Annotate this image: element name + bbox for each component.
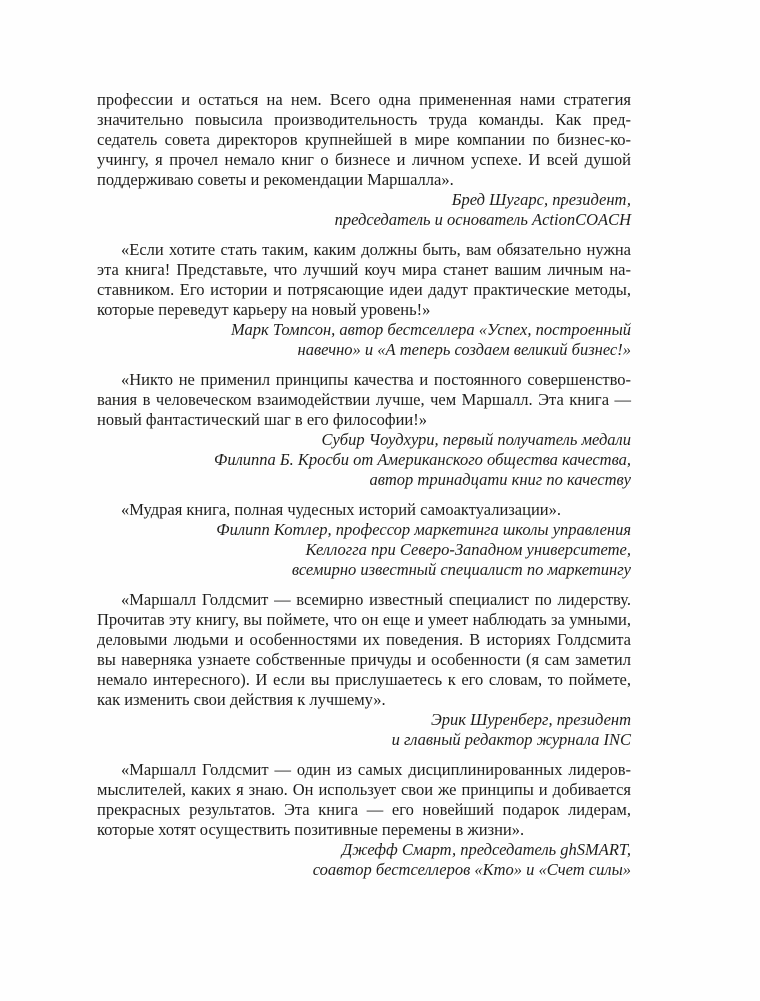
attribution-line: автор тринадцати книг по качеству [369,470,631,489]
attribution [97,520,631,580]
attribution-line: Марк Томпсон, автор бестселлера «Успех, построенный [231,320,631,339]
quote-line: значительно повысила производительность труда команды. Как пред- [97,110,631,129]
quote-line: эта книга! Представьте, что лучший коуч мира станет вашим личным на- [97,260,631,279]
testimonials-list [97,90,631,880]
attribution-line: Эрик Шуренберг, президент [430,710,631,729]
attribution-line: председатель и основатель ActionCOACH [334,210,631,229]
quote-line: «Маршалл Голдсмит — один из самых дисциплинированных лидеров- [121,760,631,779]
quote-paragraph [97,90,631,190]
testimonial-block [97,90,631,230]
quote-line: «Если хотите стать таким, каким должны быть, вам обязательно нужна [121,240,631,259]
attribution-line: и главный редактор журнала INC [391,730,631,749]
testimonial-block [97,370,631,490]
quote-paragraph [97,500,631,520]
attribution-line: Филиппа Б. Кросби от Американского общества качества, [214,450,631,469]
testimonial-block [97,500,631,580]
attribution-line: Келлогга при Северо-Западном университете, [305,540,631,559]
quote-line: «Никто не применил принципы качества и постоянного совершенство- [121,370,631,389]
attribution [97,430,631,490]
quote-line: новый фантастический шаг в его философии!» [97,410,427,429]
quote-line: мыслителей, каких я знаю. Он использует свои же принципы и добивается [97,780,631,799]
quote-line: как изменить свои действия к лучшему». [97,690,386,709]
testimonial-block [97,240,631,360]
quote-line: деловыми людьми и особенностями их поведения. В историях Голдсмита [97,630,631,649]
quote-paragraph [97,240,631,320]
attribution-line: соавтор бестселлеров «Кто» и «Счет силы» [312,860,631,879]
book-page [97,90,631,880]
quote-line: ставником. Его истории и потрясающие идеи дадут практические методы, [97,280,631,299]
quote-line: Прочитав эту книгу, вы поймете, что он еще и умеет наблюдать за умными, [97,610,631,629]
attribution [97,190,631,230]
quote-line: «Маршалл Голдсмит — всемирно известный специалист по лидерству. [121,590,631,609]
quote-line: которые хотят осуществить позитивные перемены в жизни». [97,820,525,839]
attribution [97,840,631,880]
attribution-line: всемирно известный специалист по маркетингу [291,560,631,579]
attribution-line: Филипп Котлер, профессор маркетинга школы управления [216,520,631,539]
attribution [97,710,631,750]
quote-line: вания в человеческом взаимодействии лучше, чем Маршалл. Эта книга — [97,390,631,409]
quote-paragraph [97,590,631,710]
quote-line: учингу, я прочел немало книг о бизнесе и личном успехе. И всей душой [97,150,631,169]
attribution-line: Джефф Смарт, председатель ghSMART, [341,840,631,859]
testimonial-block [97,590,631,750]
testimonial-block [97,760,631,880]
quote-line: «Мудрая книга, полная чудесных историй самоактуализации». [121,500,561,519]
quote-line: поддерживаю советы и рекомендации Маршалла». [97,170,454,189]
quote-line: вы наверняка узнаете собственные причуды и особенности (я сам заметил [97,650,631,669]
quote-line: прекрасных результатов. Эта книга — его новейший подарок лидерам, [97,800,631,819]
attribution-line: Субир Чоудхури, первый получатель медали [321,430,631,449]
quote-line: профессии и остаться на нем. Всего одна примененная нами стратегия [97,90,631,109]
attribution-line: Бред Шугарс, президент, [451,190,631,209]
quote-line: которые переведут карьеру на новый уровень!» [97,300,431,319]
attribution-line: навечно» и «А теперь создаем великий бизнес!» [297,340,631,359]
attribution [97,320,631,360]
quote-paragraph [97,760,631,840]
quote-line: седатель совета директоров крупнейшей в мире компании по бизнес-ко- [97,130,631,149]
quote-line: немало интересного). И если вы прислушаетесь к его словам, то поймете, [97,670,631,689]
quote-paragraph [97,370,631,430]
